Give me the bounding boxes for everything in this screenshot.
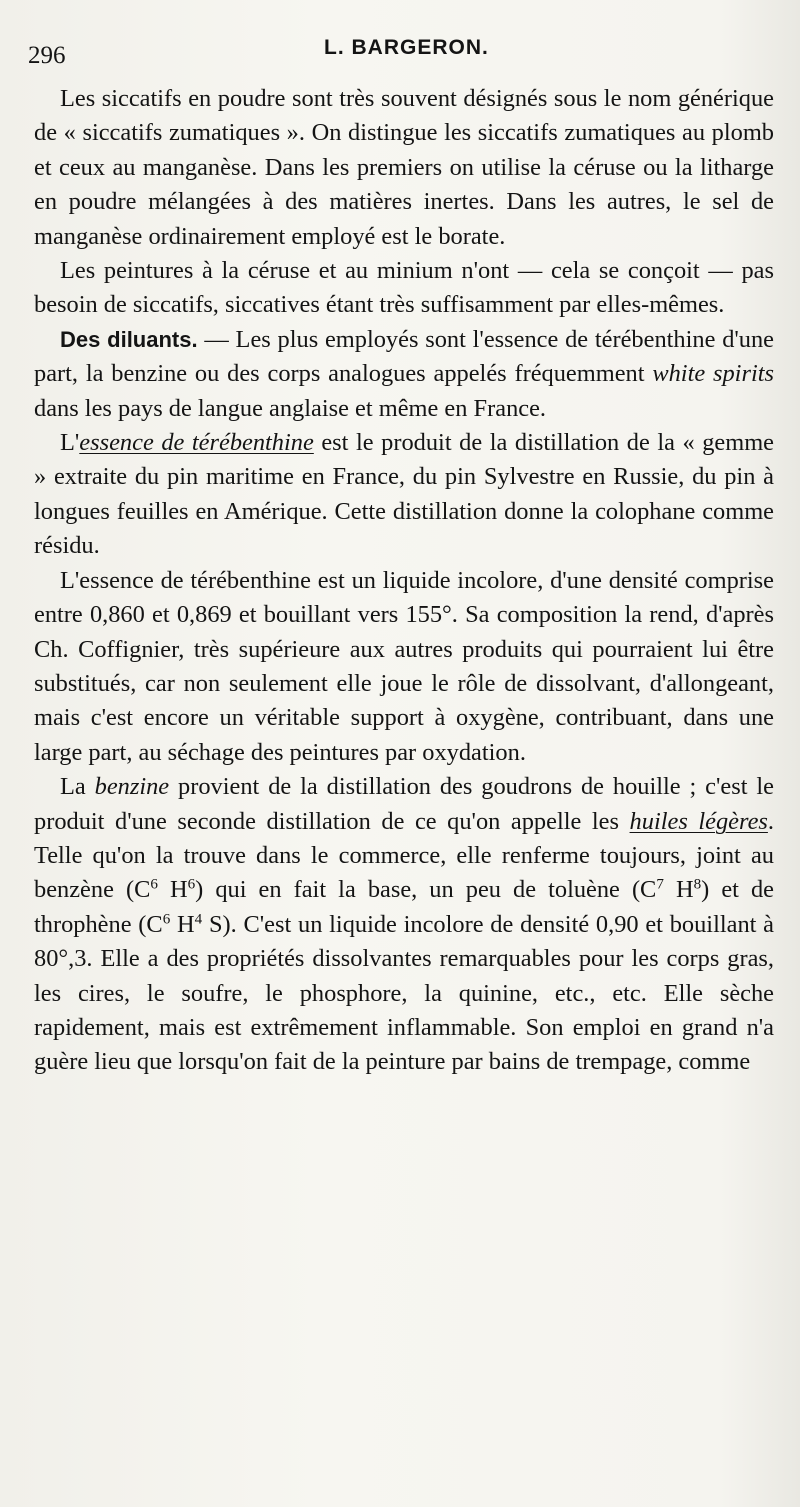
running-head: L. BARGERON.: [324, 36, 489, 59]
paragraph-diluants: [34, 323, 774, 426]
paragraph: Les peintures à la céruse et au minium n'ont — cela se conçoit — pas besoin de siccatifs, siccatives étant très suffisamment par elles-mêmes.: [34, 257, 774, 319]
paragraph-text: est le produit de la distillation de la « gemme » extraite du pin maritime en France, du pin Sylvestre en Russie, du pin à longues feuilles en Amérique. Cette distillation donne la colophane comme résidu.: [34, 429, 775, 560]
italic-term: huiles légères: [629, 807, 768, 835]
superscript: 6: [162, 911, 171, 928]
paragraph-text: L': [60, 429, 80, 457]
superscript: 6: [187, 877, 196, 894]
page-header: [24, 36, 784, 69]
paragraph-text: H: [663, 876, 694, 904]
paragraph-text: dans les pays de langue anglaise et même en France.: [34, 394, 547, 422]
paragraph-text: H: [170, 910, 195, 938]
superscript: 6: [150, 877, 158, 894]
paragraph: L'essence de térébenthine est un liquide incolore, d'une densité comprise entre 0,860 et 0,869 et bouillant vers 155°. Sa composition la rend, d'après Ch. Coffignier, très supérieure aux autres produits qui pourraient lui être substitués, car non seulement elle joue le rôle de dissolvant, d'allongeant, mais c'est encore un véritable support à oxygène, contribuant, dans une large part, au séchage des peintures par oxydation.: [34, 566, 774, 766]
paragraph-text: ) et de throphène (C: [34, 876, 774, 938]
italic-term: benzine: [94, 773, 170, 801]
paragraph: Les siccatifs en poudre sont très souvent désignés sous le nom générique de « siccatifs zumatiques ». On distingue les siccatifs zumatiques au plomb et ceux au manganèse. Dans les premiers on utilise la céruse ou la litharge en poudre mélangées à des matières inertes. Dans les autres, le sel de manganèse ordinairement employé est le borate.: [34, 85, 774, 250]
paragraph-text: La: [60, 773, 95, 801]
body-text: [34, 82, 774, 1080]
paragraph-text: — Les plus employés sont l'essence de térébenthine d'une part, la benzine ou des corps analogues appelés fréquemment: [34, 325, 774, 388]
italic-term: essence de térébenthine: [79, 429, 314, 457]
italic-term: white spirits: [652, 360, 774, 388]
paragraph-text: provient de la distillation des goudrons de houille ; c'est le produit d'une seconde distillation de ce qu'on appelle les: [34, 773, 774, 835]
paragraph-text: . Telle qu'on la trouve dans le commerce, elle renferme toujours, joint au benzène (C: [34, 807, 775, 904]
superscript: 7: [656, 877, 664, 894]
paragraph-benzine: [34, 770, 774, 1080]
paragraph-text: H: [157, 876, 188, 904]
superscript: 4: [194, 911, 203, 928]
superscript: 8: [693, 877, 702, 894]
paragraph-essence: [34, 426, 774, 564]
paragraph-text: S). C'est un liquide incolore de densité 0,90 et bouillant à 80°,3. Elle a des propriétés dissolvantes remarquables pour les corps gras, les cires, le soufre, le phosphore, la quinine, etc., etc. Elle sèche rapidement, mais est extrêmement inflammable. Son emploi en grand n'a guère lieu que lorsqu'on fait de la peinture par bains de trempage, comme: [34, 910, 775, 1076]
page-number: 296: [28, 42, 66, 69]
paragraph-text: ) qui en fait la base, un peu de toluène (C: [195, 876, 657, 904]
section-title: Des diluants.: [60, 326, 198, 352]
